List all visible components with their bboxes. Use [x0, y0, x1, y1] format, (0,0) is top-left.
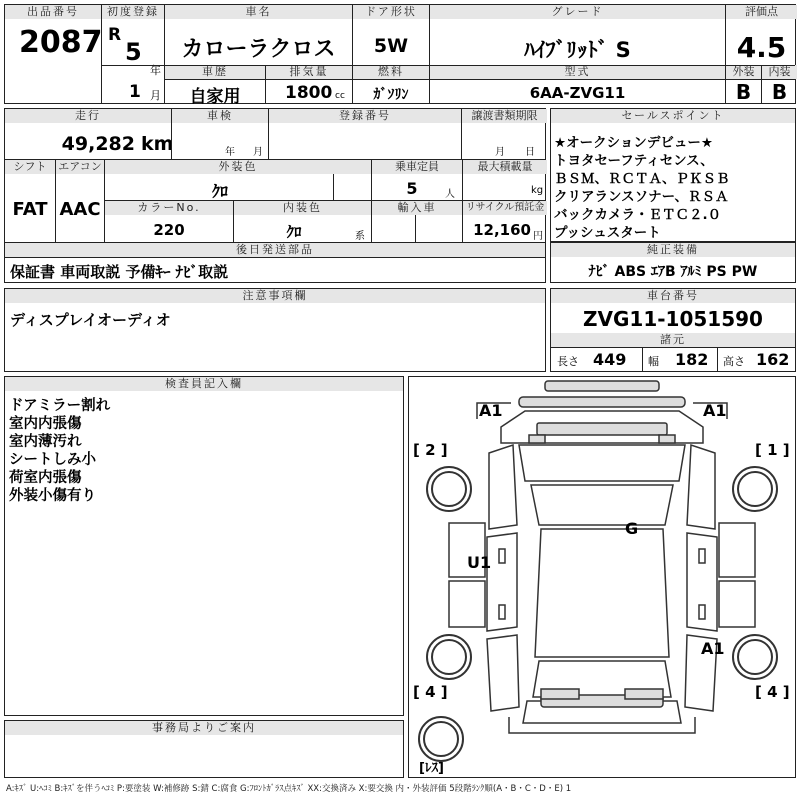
tire-rear-right-label: [ 4 ]: [755, 683, 790, 701]
tire-front-right: [733, 467, 777, 511]
office-block: [4, 720, 404, 778]
capacity-unit: 人: [445, 189, 455, 200]
recycle-unit: 円: [533, 231, 543, 242]
header-block: [4, 4, 796, 107]
door-label: ドア形状: [353, 5, 429, 19]
score-label: 評価点: [726, 5, 797, 19]
tire-front-left: [427, 467, 471, 511]
import-label: 輸入車: [372, 201, 462, 215]
int-color-label: 内装色: [234, 201, 371, 215]
aircon-label: エアコン: [56, 160, 104, 174]
inspection-month-unit: 月: [253, 147, 263, 158]
notes-value: ディスプレイオーディオ: [10, 311, 171, 329]
chassis-label: 車台番号: [551, 289, 795, 303]
mileage: 49,282: [61, 133, 135, 155]
car-name: カローラクロス: [181, 37, 336, 62]
sales-point-4: クリアランスソナー、ＲＳＡ: [554, 189, 729, 205]
transfer-day-unit: 日: [525, 147, 535, 158]
tire-spare: [419, 717, 463, 761]
notes-block: [4, 288, 546, 372]
displacement: 1800: [285, 83, 333, 103]
sales-point-5: バックカメラ・ＥＴＣ２.０: [554, 207, 722, 223]
inspector-line-6: 外装小傷有り: [9, 488, 96, 504]
equipment-value: ﾅﾋﾞ ABS ｴｱB ｱﾙﾐ PS PW: [588, 264, 758, 280]
car-name-label: 車名: [165, 5, 352, 19]
lot-no: 2087: [19, 25, 103, 60]
inspector-label: 検査員記入欄: [5, 377, 403, 391]
transfer-label: 譲渡書類期限: [462, 109, 547, 123]
exterior: B: [735, 80, 752, 104]
sales-point-3: ＢＳＭ、ＲＣＴＡ、ＰＫＳＢ: [554, 171, 730, 187]
inspector-line-4: シートしみ小: [9, 452, 96, 468]
legend: A:ｷｽﾞ U:ﾍｺﾐ B:ｷｽﾞを伴うﾍｺﾐ P:要塗装 W:補修跡 S:錆 C:腐食 G:ﾌﾛﾝﾄｶﾞﾗｽ点ｷｽﾞ XX:交換済み X:要交換 内・外装評価 5段階ﾗﾝｸ順(A・B・C・D・E) 1: [6, 784, 572, 794]
shift-label: シフト: [5, 160, 55, 174]
tire-front-right-label: [ 1 ]: [755, 441, 790, 459]
history-label: 車歴: [165, 65, 265, 79]
width-label: 幅: [648, 355, 659, 368]
tire-rear-left-label: [ 4 ]: [413, 683, 448, 701]
car-diagram: [408, 376, 796, 778]
chassis-number: ZVG11-1051590: [583, 307, 763, 331]
specs-label: 諸元: [551, 333, 795, 347]
sales-points-label: セールスポイント: [551, 109, 795, 123]
capacity-label: 乗車定員: [372, 160, 462, 174]
height: 162: [756, 350, 790, 369]
year-unit: 年: [150, 64, 161, 77]
sales-point-1: ★オークションデビュー★: [554, 135, 713, 151]
notes-label: 注意事項欄: [5, 289, 545, 303]
mileage-unit: km: [141, 133, 174, 155]
width: 182: [675, 350, 709, 369]
tire-front-left-label: [ 2 ]: [413, 441, 448, 459]
later-parts-value: 保証書 車両取説 予備ｷｰ ﾅﾋﾞ取説: [10, 263, 229, 281]
sales-point-6: プッシュスタート: [554, 225, 661, 241]
inspection-year-unit: 年: [225, 147, 235, 158]
chassis-block: [550, 288, 796, 372]
mark-rear-right-fender: A1: [701, 639, 725, 658]
equipment-label: 純正装備: [551, 243, 795, 257]
height-label: 高さ: [723, 355, 745, 368]
sales-point-2: トヨタセーフティセンス、: [554, 153, 714, 169]
ext-color-label: 外装色: [105, 160, 371, 174]
inspector-line-2: 室内内張傷: [9, 416, 82, 432]
month: 1: [129, 82, 141, 102]
recycle-label: リサイクル預託金: [463, 201, 547, 215]
history: 自家用: [189, 87, 241, 107]
later-parts-label: 後日発送部品: [5, 243, 545, 257]
capacity: 5: [406, 179, 418, 198]
month-unit: 月: [150, 89, 161, 102]
interior: B: [771, 80, 788, 104]
era: R: [108, 25, 122, 45]
max-load-unit: kg: [531, 185, 544, 196]
shift: FAT: [12, 199, 48, 220]
car-outline: [409, 377, 795, 777]
year: 5: [125, 38, 142, 66]
first-reg-label: 初度登録: [102, 5, 164, 19]
mark-front-right-corner: A1: [703, 401, 727, 420]
inspector-line-1: ドアミラー割れ: [9, 398, 111, 414]
color-no: 220: [153, 221, 185, 239]
tire-rear-left: [427, 635, 471, 679]
ext-color: ｸﾛ: [211, 182, 228, 201]
tire-rear-right: [733, 635, 777, 679]
mark-front-left-corner: A1: [479, 401, 503, 420]
mileage-label: 走行: [5, 109, 171, 123]
grade-label: グレード: [430, 5, 725, 19]
inspector-line-5: 荷室内張傷: [9, 470, 82, 486]
grade: ﾊｲﾌﾞﾘｯﾄﾞ S: [524, 38, 631, 62]
fuel: ｶﾞｿﾘﾝ: [373, 87, 409, 103]
displacement-label: 排気量: [266, 65, 352, 79]
max-load-label: 最大積載量: [463, 160, 547, 174]
sales-points-block: [550, 108, 796, 242]
length: 449: [593, 350, 627, 369]
mark-door-left: U1: [467, 553, 492, 572]
interior-label: 内装: [762, 65, 797, 79]
inspector-line-3: 室内薄汚れ: [9, 434, 82, 450]
color-no-label: カラーNo.: [105, 201, 233, 215]
recycle: 12,160: [473, 221, 531, 239]
tire-spare-label: [ﾚｽ]: [419, 761, 444, 776]
inspection-label: 車検: [172, 109, 268, 123]
vehicle-info-block: [4, 108, 546, 258]
int-color: ｸﾛ: [286, 223, 302, 241]
int-color-unit: 系: [355, 231, 365, 242]
office-label: 事務局よりご案内: [5, 721, 403, 735]
displacement-unit: cc: [335, 91, 345, 101]
inspector-block: [4, 376, 404, 716]
reg-no-label: 登録番号: [269, 109, 461, 123]
model: 6AA-ZVG11: [529, 84, 626, 102]
length-label: 長さ: [557, 355, 579, 368]
mark-roof: G: [625, 519, 639, 538]
door: 5W: [373, 35, 409, 57]
lot-no-label: 出品番号: [5, 5, 101, 19]
score: 4.5: [736, 31, 787, 64]
aircon: AAC: [59, 199, 101, 220]
fuel-label: 燃料: [353, 65, 429, 79]
later-parts-block: [4, 257, 546, 283]
transfer-month-unit: 月: [495, 147, 505, 158]
exterior-label: 外装: [726, 65, 761, 79]
equipment-block: [550, 242, 796, 283]
model-label: 型式: [430, 65, 725, 79]
